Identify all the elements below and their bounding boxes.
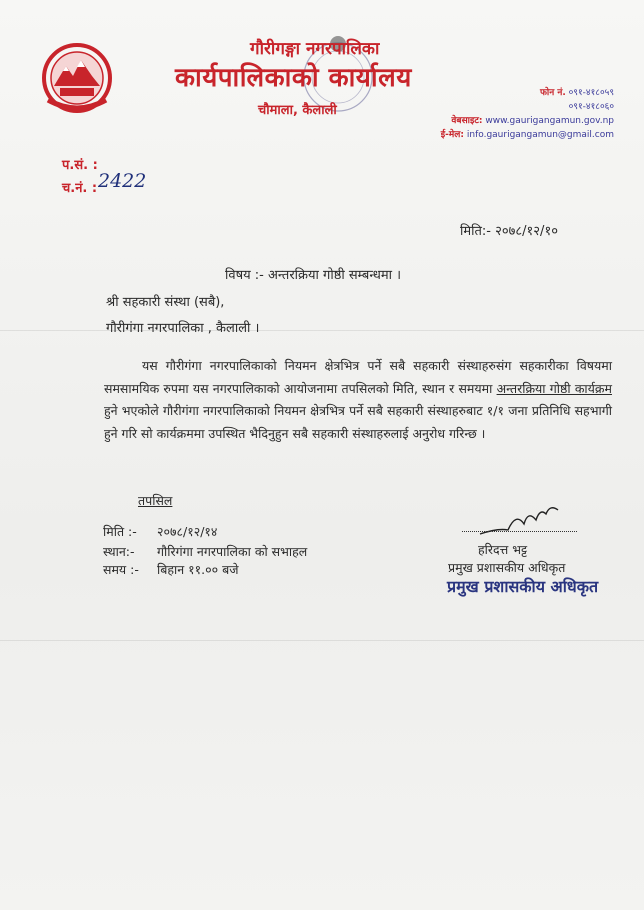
chalani-label: च.नं. :	[62, 181, 98, 196]
tapsil-heading: तपसिल	[138, 493, 173, 508]
signatory-title: प्रमुख प्रशासकीय अधिकृत	[448, 560, 566, 575]
contact-website: वेबसाइट: www.gaurigangamun.gov.np	[451, 116, 614, 126]
signature-line	[462, 531, 577, 532]
letter-subject: विषय :- अन्तरक्रिया गोष्ठी सम्बन्धमा ।	[225, 268, 402, 283]
detail-row-venue: स्थान:- गौरिगंगा नगरपालिका को सभाहल	[103, 544, 308, 559]
contact-phone-1: फोन नं. ०९१-४१८०५९	[539, 88, 614, 98]
paper-fold	[0, 330, 644, 331]
paper-fold	[0, 640, 644, 641]
addressee-line-2: गौरीगंगा नगरपालिका , कैलाली ।	[106, 321, 260, 336]
contact-phone-2: ०९१-४१८०६०	[568, 102, 614, 112]
body-highlight: अन्तरक्रिया गोष्ठी कार्यक्रम	[496, 380, 612, 396]
body-part-2: हुने भएकोले गौरीगंगा नगरपालिकाको नियमन क्षेत्रभित्र पर्ने सबै सहकारी संस्थाहरुबाट १/१ जना प्रतिनिधि सहभागी हुने गरि सो कार्यक्रममा उपस्थित भैदिनुहुन सबै सहकारी संस्थाहरुलाई अनुरोध गरिन्छ ।	[104, 403, 612, 441]
signatory-name: हरिदत्त भट्ट	[478, 542, 528, 557]
detail-row-date: मिति :- २०७८/१२/१४	[103, 524, 218, 539]
org-subtitle: गौरीगङ्गा नगरपालिका	[250, 39, 380, 59]
body-part-1: यस गौरीगंगा नगरपालिकाको नियमन क्षेत्रभित्र पर्ने सबै सहकारी संस्थाहरुसंग सहकारीका विषयमा समसामयिक रुपमा यस नगरपालिकाको आयोजनामा तपसिलको मिति, स्थान र समयमा	[104, 358, 612, 396]
letter-body	[104, 355, 612, 445]
addressee-line-1: श्री सहकारी संस्था (सबै),	[106, 295, 225, 310]
chalani-number: 2422	[98, 170, 147, 192]
contact-email: ई-मेल: info.gaurigangamun@gmail.com	[440, 130, 614, 140]
detail-row-time: समय :- बिहान ११.०० बजे	[103, 562, 239, 577]
contact-block	[441, 86, 614, 142]
org-title: कार्यपालिकाको कार्यालय	[175, 63, 412, 93]
patra-sankhya-label: प.सं. :	[62, 158, 98, 173]
letter-date: मिति:- २०७८/१२/१०	[460, 224, 558, 239]
org-address: चौमाला, कैलाली	[258, 103, 337, 118]
nepal-emblem-icon	[40, 42, 114, 114]
designation-stamp: प्रमुख प्रशासकीय अधिकृत	[447, 577, 599, 596]
signature-scrawl-icon	[478, 500, 578, 540]
